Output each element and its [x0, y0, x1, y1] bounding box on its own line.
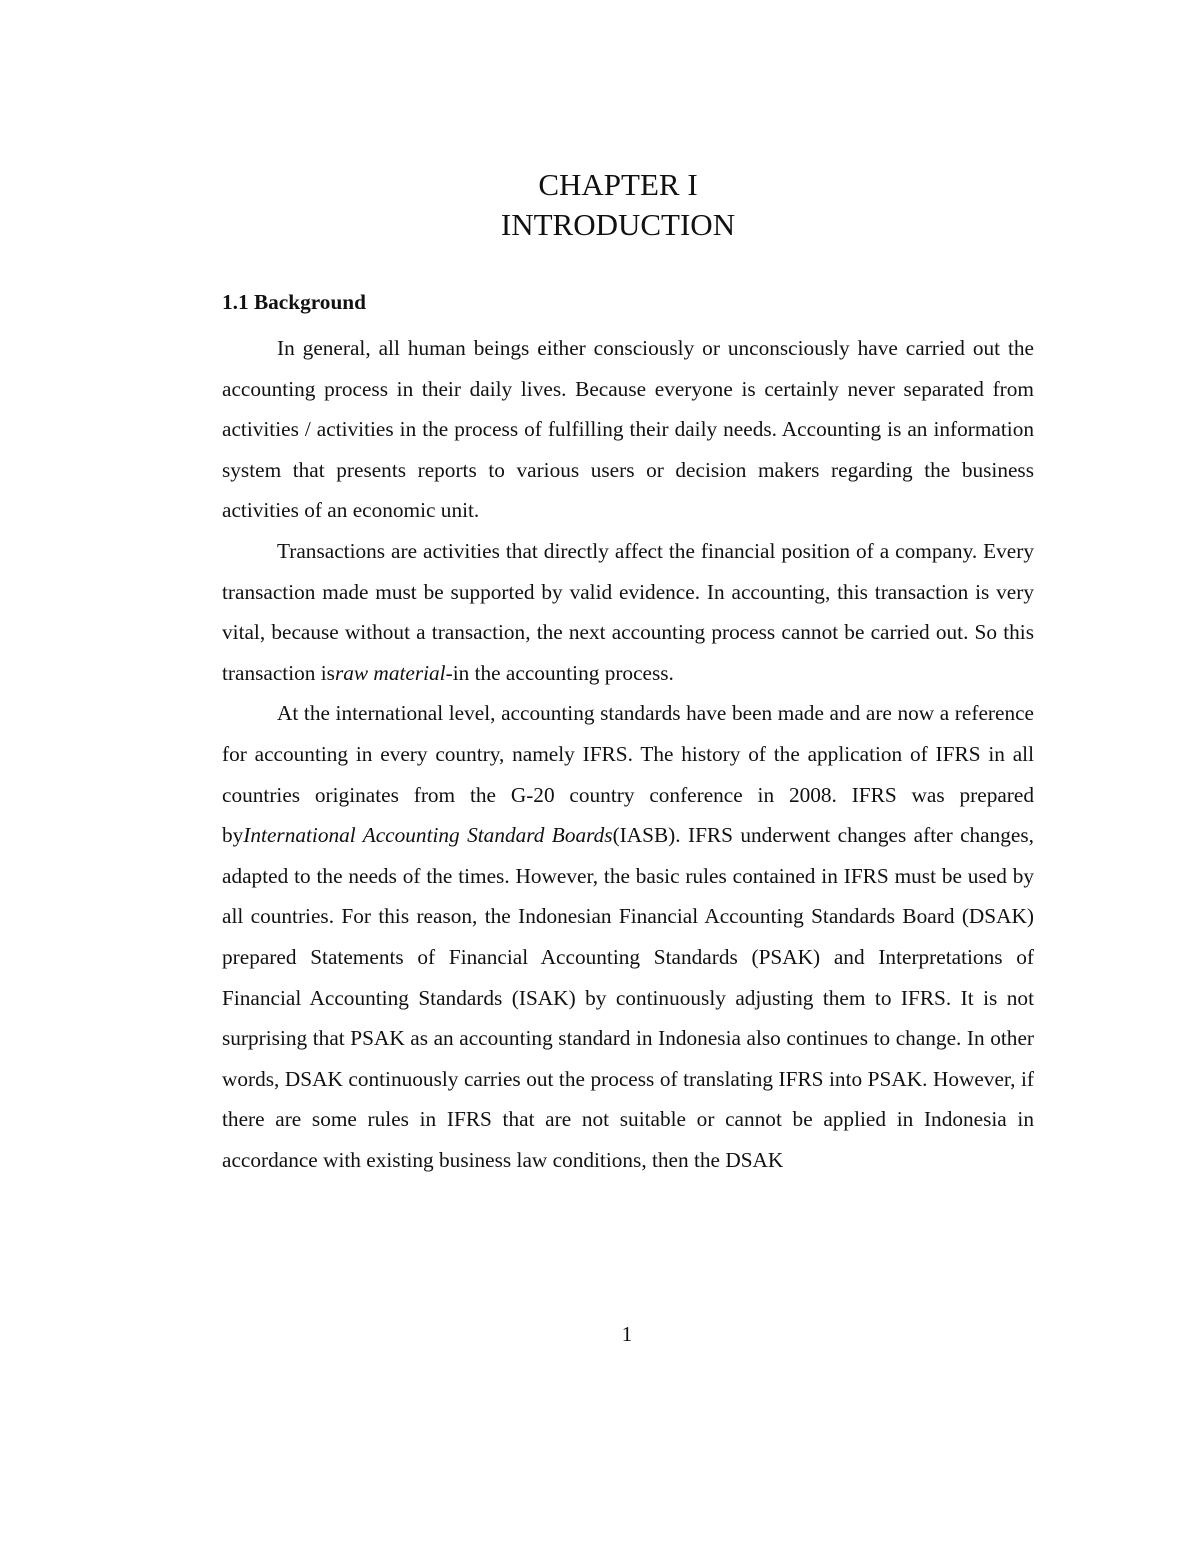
- chapter-heading: [0, 165, 1200, 245]
- paragraph-3-text-b: (IASB). IFRS underwent changes after changes, adapted to the needs of the times. However, the basic rules contained in IFRS must be used by all countries. For this reason, the Indonesian Financial Accounting Standards Board (DSAK) prepared Statements of Financial Accounting Standards (PSAK) and Interpretations of Financial Accounting Standards (ISAK) by continuously adjusting them to IFRS. It is not surprising that PSAK as an accounting standard in Indonesia also continues to change. In other words, DSAK continuously carries out the process of translating IFRS into PSAK. However, if there are some rules in IFRS that are not suitable or cannot be applied in Indonesia in accordance with existing business law conditions, then the DSAK: [222, 823, 1034, 1172]
- paragraph-2: [222, 531, 1034, 693]
- paragraph-1: In general, all human beings either consciously or unconsciously have carried out the accounting process in their daily lives. Because everyone is certainly never separated from activities / activities in the process of fulfilling their daily needs. Accounting is an information system that presents reports to various users or decision makers regarding the business activities of an economic unit.: [222, 336, 1034, 523]
- section-heading: 1.1 Background: [222, 290, 366, 314]
- chapter-title: INTRODUCTION: [500, 207, 736, 242]
- paragraph-2-italic: raw material: [334, 660, 446, 685]
- paragraph-2-text-b: -in the accounting process.: [445, 660, 674, 685]
- chapter-number: CHAPTER I: [538, 167, 698, 202]
- paragraph-3-text-a: At the international level, accounting standards have been made and are now a reference for accounting in every country, namely IFRS. The history of the application of IFRS in all countries originates from the G-20 country conference in 2008. IFRS was prepared by: [222, 701, 1034, 848]
- body-text: [222, 290, 1034, 1180]
- paragraph-3: [222, 693, 1034, 1180]
- paragraph-2-text-a: Transactions are activities that directly affect the financial position of a company. Every transaction made must be supported by valid evidence. In accounting, this transaction is very vital, because without a transaction, the next accounting process cannot be carried out. So this transaction is: [222, 538, 1034, 685]
- paragraph-3-italic: International Accounting Standard Boards: [243, 823, 613, 848]
- page-number: 1: [621, 1322, 633, 1346]
